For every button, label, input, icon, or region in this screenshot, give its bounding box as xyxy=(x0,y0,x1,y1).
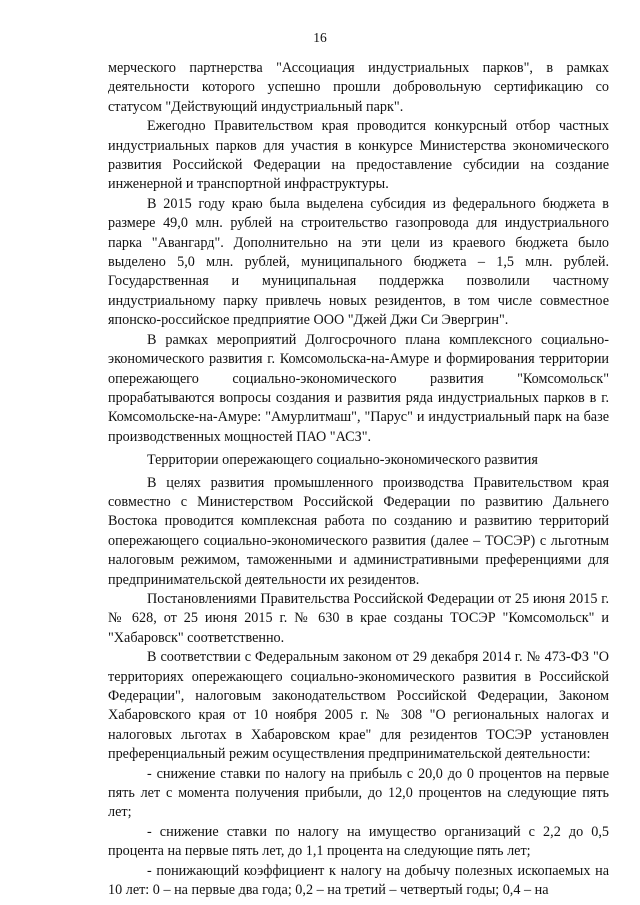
paragraph: В 2015 году краю была выделена субсидия из федерального бюджета в размере 49,0 млн. рублей на строительство газопровода для индустриального парка "Авангард". Дополнительно на эти цели из краевого бюджета было выделено 5,0 млн. рублей, муниципального бюджета – 1,5 млн. рублей. Государственная и муниципальная поддержка позволили частному индустриальному парку привлечь новых резидентов, в том числе совместное японско-российское предприятие ООО "Джей Джи Си Эвергрин". xyxy=(108,195,609,329)
paragraph: В рамках мероприятий Долгосрочного плана комплексного социально-экономического развития г. Комсомольска-на-Амуре и формирования территории опережающего социально-экономического развития "Комсомольск" прорабатываются вопросы создания и развития ряда индустриальных парков в г. Комсомольске-на-Амуре: "Амурлитмаш", "Парус" и индустриальный парк на базе производственных мощностей ПАО "АСЗ". xyxy=(108,331,609,445)
paragraph: В целях развития промышленного производства Правительством края совместно с Министерством Российской Федерации по развитию Дальнего Востока проводится комплексная работа по созданию и развитию территорий опережающего социально-экономического развития (далее – ТОСЭР) с льготным налоговым режимом, таможенными и административными преференциями для предпринимательской деятельности их резидентов. xyxy=(108,474,609,588)
page-body xyxy=(108,59,609,900)
paragraph: - понижающий коэффициент к налогу на добычу полезных ископаемых на 10 лет: 0 – на первые два года; 0,2 – на третий – четвертый годы; 0,4 – на xyxy=(108,862,609,899)
paragraph: - снижение ставки по налогу на прибыль с 20,0 до 0 процентов на первые пять лет с момента получения прибыли, до 12,0 процентов на следующие пять лет; xyxy=(108,765,609,821)
paragraph: Ежегодно Правительством края проводится конкурсный отбор частных индустриальных парков для участия в конкурсе Министерства экономического развития Российской Федерации на предоставление субсидии на создание инженерной и транспортной инфраструктуры. xyxy=(108,118,609,193)
paragraph: Постановлениями Правительства Российской Федерации от 25 июня 2015 г. № 628, от 25 июня 2015 г. № 630 в крае созданы ТОСЭР "Комсомольск" и "Хабаровск" соответственно. xyxy=(108,590,609,646)
section-heading: Территории опережающего социально-экономического развития xyxy=(147,452,538,469)
paragraph: - снижение ставки по налогу на имущество организаций с 2,2 до 0,5 процента на первые пять лет, до 1,1 процента на следующие пять лет; xyxy=(108,823,609,860)
paragraph: В соответствии с Федеральным законом от 29 декабря 2014 г. № 473-ФЗ "О территориях опережающего социально-экономического развития в Российской Федерации", налоговым законодательством Российской Федерации, Законом Хабаровского края от 10 ноября 2005 г. № 308 "О региональных налогах и налоговых льготах в Хабаровском крае" для резидентов ТОСЭР установлен преференциальный режим осуществления предпринимательской деятельности: xyxy=(108,649,609,763)
page-number: 16 xyxy=(313,30,327,45)
paragraph: мерческого партнерства "Ассоциация индустриальных парков", в рамках деятельности которого успешно прошли добровольную сертификацию со статусом "Действующий индустриальный парк". xyxy=(108,60,609,115)
